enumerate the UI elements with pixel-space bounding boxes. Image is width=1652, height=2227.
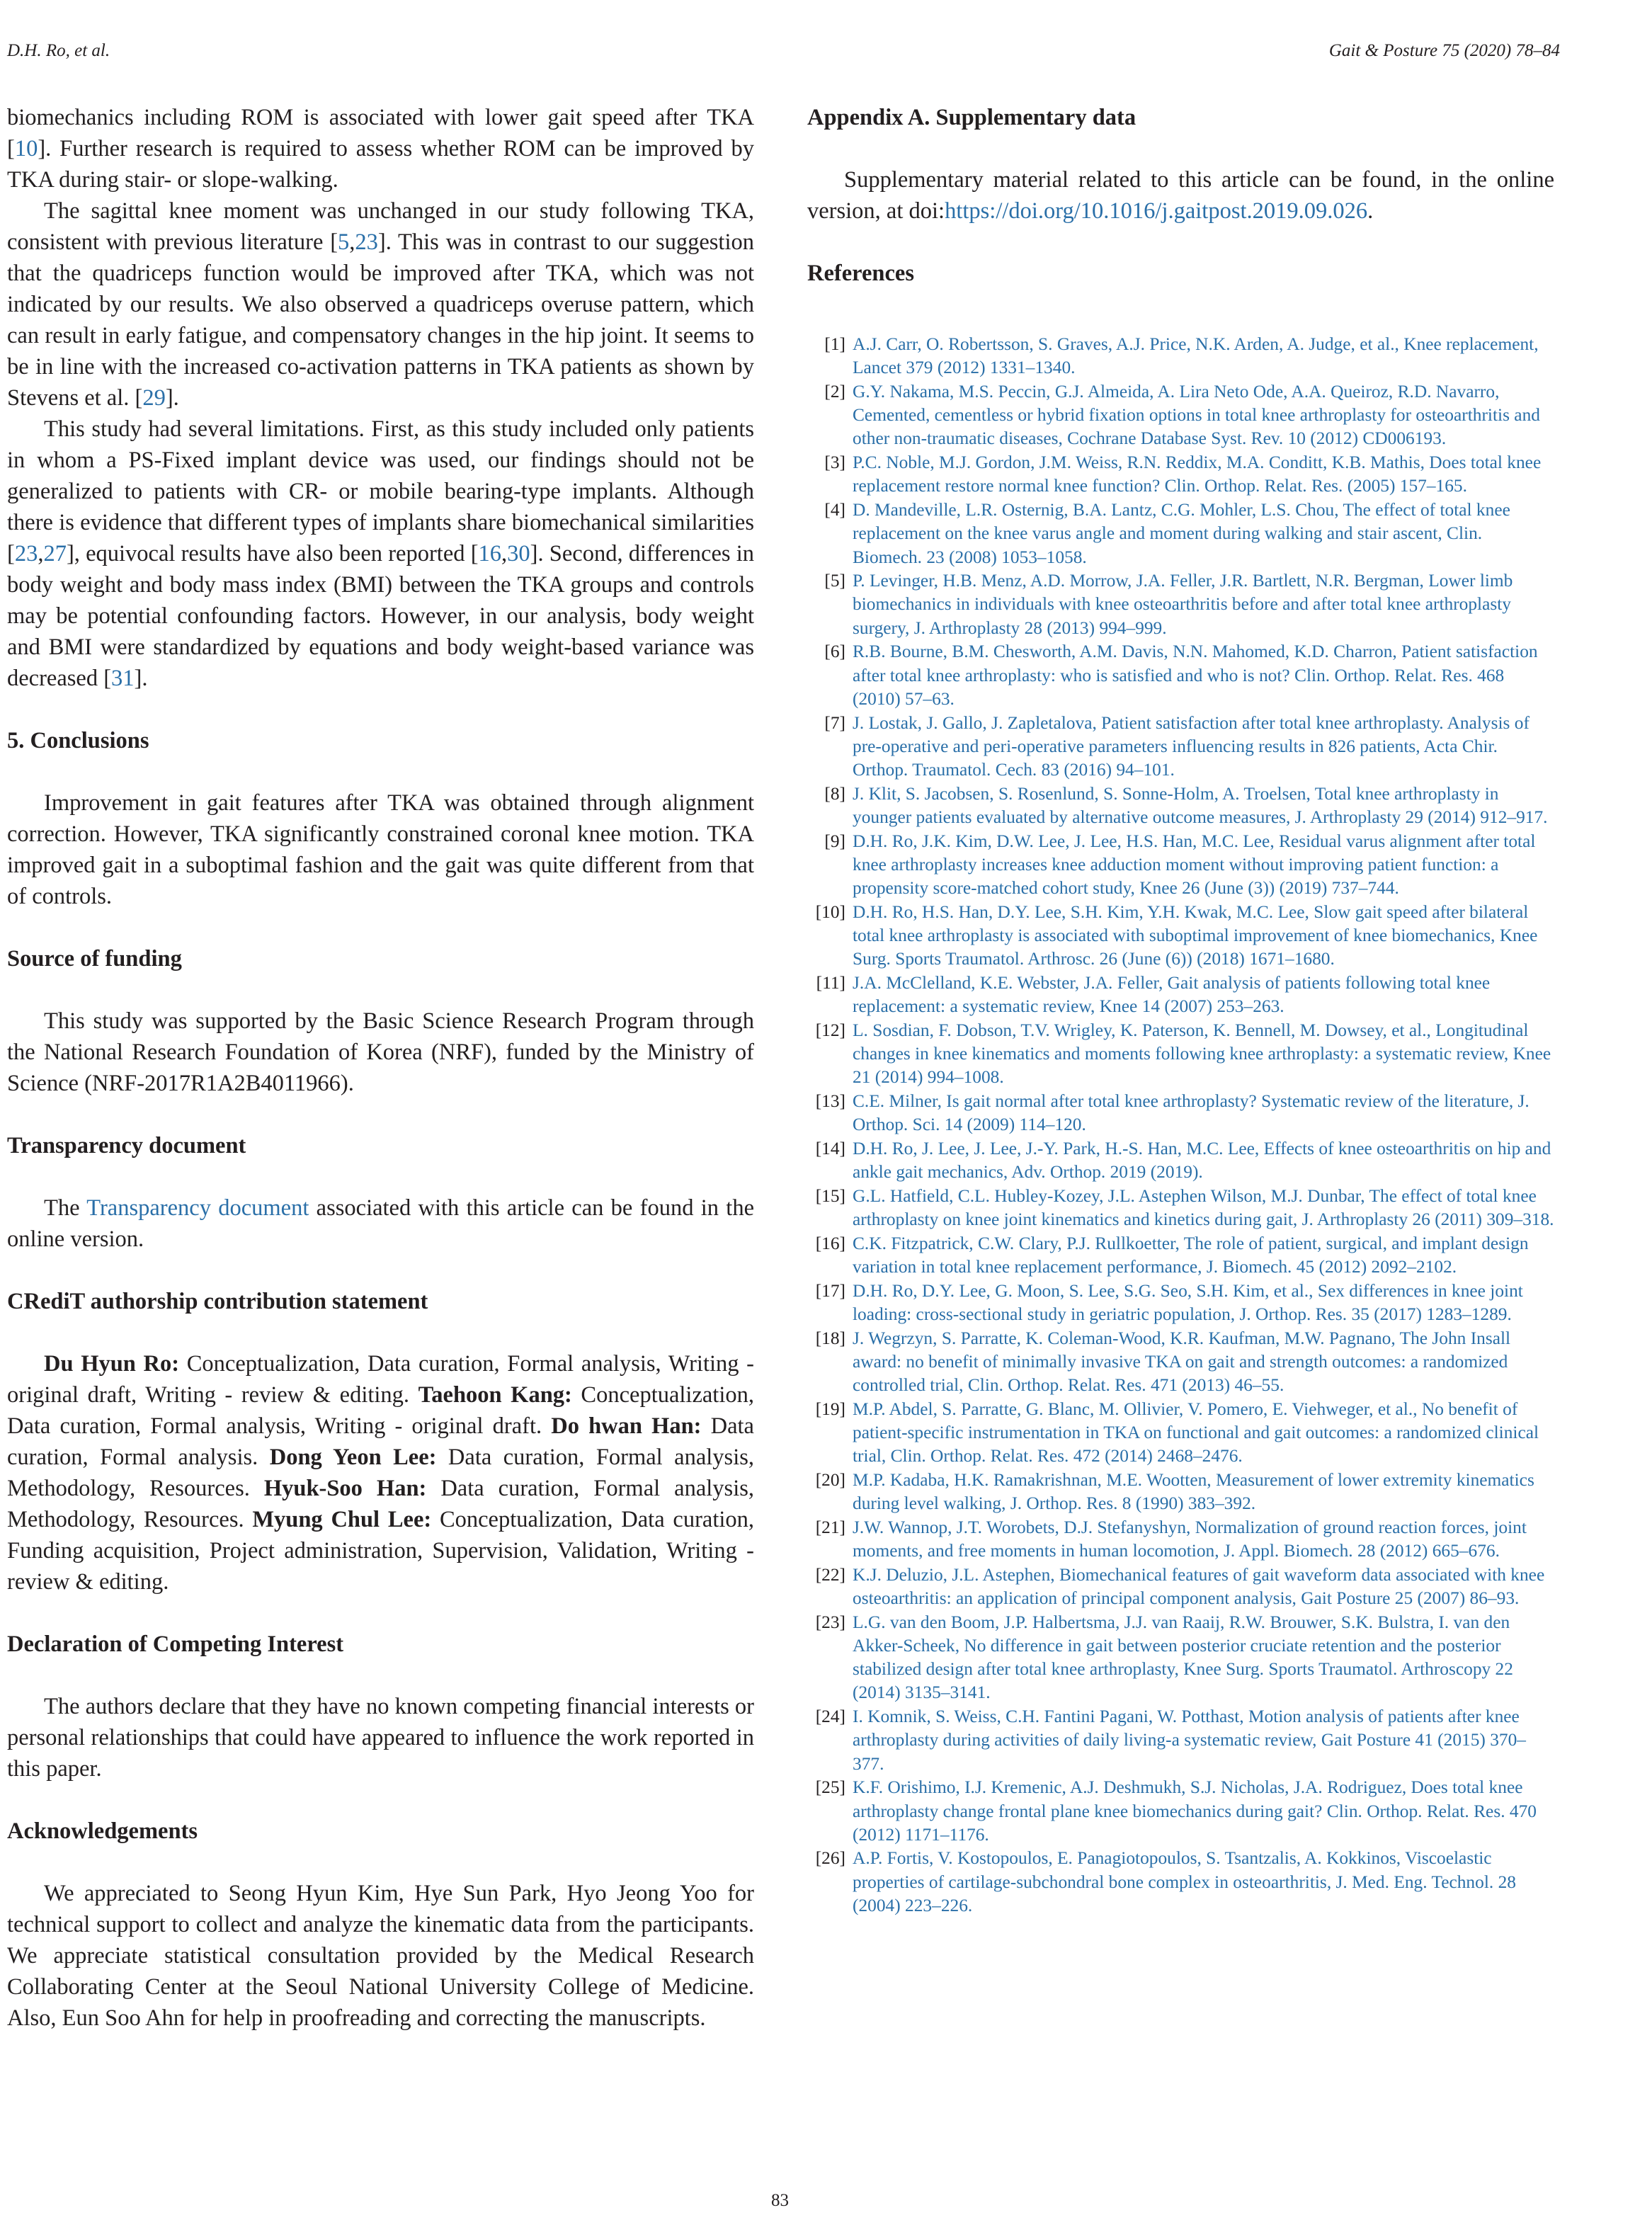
section-heading-competing-interest: Declaration of Competing Interest [7,1631,344,1657]
reference-number: [17] [815,1280,845,1301]
citation-link[interactable]: 16 [478,541,502,566]
reference-link[interactable]: D. Mandeville, L.R. Osternig, B.A. Lantz, C.G. Mohler, L.S. Chou, The effect of total knee replacement on the knee varus angle and moment during walking and stair ascent, Clin. Biomech. 23 (2008) 1053–1058. [853,499,1510,567]
reference-number: [4] [824,499,845,520]
page-number: 83 [771,2191,789,2210]
reference-item [807,1019,1554,1090]
reference-item [807,1398,1554,1469]
reference-item [807,1280,1554,1327]
reference-number: [20] [815,1469,845,1490]
citation-link[interactable]: 23 [355,229,378,255]
reference-item [807,1564,1554,1611]
reference-item [807,1705,1554,1776]
reference-item [807,499,1554,569]
reference-item [807,569,1554,640]
left-column [7,102,754,2034]
section-heading-credit: CRediT authorship contribution statement [7,1289,428,1314]
reference-item [807,712,1554,782]
reference-link[interactable]: P.C. Noble, M.J. Gordon, J.M. Weiss, R.N. Reddix, M.A. Conditt, K.B. Mathis, Does total knee replacement restore normal knee function? Clin. Orthop. Relat. Res. (2005) 157–165. [853,452,1542,496]
running-head-authors: D.H. Ro, et al. [7,41,110,60]
reference-item [807,640,1554,711]
citation-link[interactable]: 30 [507,541,530,566]
reference-number: [3] [824,452,845,473]
reference-link[interactable]: P. Levinger, H.B. Menz, A.D. Morrow, J.A. Feller, J.R. Bartlett, N.R. Bergman, Lower limb biomechanics in individuals with knee osteoarthritis before and after total knee arthroplasty surgery, J. Arthroplasty 28 (2013) 994–999. [853,571,1513,638]
reference-link[interactable]: J.A. McClelland, K.E. Webster, J.A. Feller, Gait analysis of patients following total knee replacement: a systematic review, Knee 14 (2007) 253–263. [853,972,1491,1017]
reference-number: [23] [815,1612,845,1632]
reference-number: [8] [824,783,845,804]
reference-link[interactable]: M.P. Abdel, S. Parratte, G. Blanc, M. Ollivier, V. Pomero, E. Viehweger, et al., No benefit of patient-specific instrumentation in TKA on functional and gait outcomes: a randomized clinical trial, Clin. Orthop. Relat. Res. 472 (2014) 2468–2476. [853,1399,1539,1466]
reference-number: [15] [815,1185,845,1206]
paragraph-competing-interest: The authors declare that they have no known competing financial interests or personal relationships that could have appeared to influence the work reported in this paper. [7,1694,754,1782]
reference-item [807,451,1554,499]
reference-item [807,1611,1554,1705]
reference-item [807,1137,1554,1185]
reference-link[interactable]: A.P. Fortis, V. Kostopoulos, E. Panagiotopoulos, S. Tsantzalis, A. Kokkinos, Viscoelastic properties of cartilage-subchondral bone complex in osteoarthritis, J. Med. Eng. Technol. 28 (2004) 223–226. [853,1848,1516,1916]
citation-link[interactable]: 29 [142,385,166,411]
reference-link[interactable]: D.H. Ro, J.K. Kim, D.W. Lee, J. Lee, H.S. Han, M.C. Lee, Residual varus alignment after total knee arthroplasty increases knee adduction moment without improving patient function: a propensity score-matched cohort study, Knee 26 (June (3)) (2019) 737–744. [853,831,1536,899]
reference-link[interactable]: A.J. Carr, O. Robertsson, S. Graves, A.J. Price, N.K. Arden, A. Judge, et al., Knee replacement, Lancet 379 (2012) 1331–1340. [853,334,1539,378]
paragraph-transparency: The Transparency document associated with this article can be found in the online version. [7,1195,754,1252]
reference-number: [18] [815,1328,845,1348]
reference-link[interactable]: R.B. Bourne, B.M. Chesworth, A.M. Davis, N.N. Mahomed, K.D. Charron, Patient satisfaction after total knee arthroplasty: who is satisfied and who is not? Clin. Orthop. Relat. Res. 468 (2010) 57–63. [853,642,1538,709]
paragraph-limitations: This study had several limitations. First, as this study included only patients in whom a PS-Fixed implant device was used, our findings should not be generalized to patients with CR- or mobile bearing-type implants. Although there is evidence that different types of implants share biomechanical similarities [23,27], equivocal results have also been reported [16,30]. Second, differences in body weight and body mass index (BMI) between the TKA groups and controls may be potential confounding factors. However, in our analysis, body weight and BMI were standardized by equations and body weight-based variance was decreased [31]. [7,416,754,691]
reference-number: [10] [815,901,845,922]
section-heading-appendix: Appendix A. Supplementary data [807,105,1137,130]
reference-item [807,972,1554,1019]
reference-item [807,901,1554,972]
citation-link[interactable]: 27 [43,541,67,566]
reference-item [807,1232,1554,1280]
citation-link[interactable]: 10 [14,136,38,161]
section-heading-conclusions: 5. Conclusions [7,728,149,753]
reference-number: [14] [815,1138,845,1158]
reference-link[interactable]: G.L. Hatfield, C.L. Hubley-Kozey, J.L. Astephen Wilson, M.J. Dunbar, The effect of total knee arthroplasty on knee joint kinematics and kinetics during gait, J. Arthroplasty 26 (2011) 309–318. [853,1185,1554,1230]
section-heading-acknowledgements: Acknowledgements [7,1818,198,1844]
reference-link[interactable]: D.H. Ro, H.S. Han, D.Y. Lee, S.H. Kim, Y.H. Kwak, M.C. Lee, Slow gait speed after bilateral total knee arthroplasty is associated with suboptimal improvement of knee biomechanics, Knee Surg. Sports Traumatol. Arthrosc. 26 (June (6)) (2018) 1671–1680. [853,901,1538,969]
reference-link[interactable]: K.J. Deluzio, J.L. Astephen, Biomechanical features of gait waveform data associated with knee osteoarthritis: an application of principal component analysis, Gait Posture 25 (2007) 86–93. [853,1564,1545,1608]
reference-item [807,1469,1554,1516]
reference-link[interactable]: J. Lostak, J. Gallo, J. Zapletalova, Patient satisfaction after total knee arthroplasty. Analysis of pre-operative and peri-operative parameters influencing results in 826 patients, Acta Chir. Orthop. Traumatol. Cech. 83 (2016) 94–101. [853,712,1529,780]
paragraph-conclusions: Improvement in gait features after TKA was obtained through alignment correction. However, TKA significantly constrained coronal knee motion. TKA improved gait in a suboptimal fashion and the gait was quite different from that of controls. [7,790,754,909]
reference-number: [12] [815,1020,845,1040]
reference-item [807,1185,1554,1232]
reference-item [807,380,1554,451]
reference-number: [13] [815,1091,845,1112]
paragraph-rom: biomechanics including ROM is associated with lower gait speed after TKA [10]. Further research is required to assess whether ROM can be improved by TKA during stair- or slope-walking. [7,105,754,193]
reference-link[interactable]: D.H. Ro, D.Y. Lee, G. Moon, S. Lee, S.G. Seo, S.H. Kim, et al., Sex differences in knee joint loading: cross-sectional study in geriatric population, J. Orthop. Res. 35 (2017) 1283–1289. [853,1280,1523,1324]
reference-number: [1] [824,334,845,354]
reference-number: [19] [815,1399,845,1419]
reference-link[interactable]: I. Komnik, S. Weiss, C.H. Fantini Pagani, W. Potthast, Motion analysis of patients after knee arthroplasty during activities of daily living-a systematic review, Gait Posture 41 (2015) 370–377. [853,1707,1526,1774]
reference-link[interactable]: J.W. Wannop, J.T. Worobets, D.J. Stefanyshyn, Normalization of ground reaction forces, joint moments, and free moments in human locomotion, J. Appl. Biomech. 28 (2012) 665–676. [853,1517,1527,1561]
transparency-document-link[interactable]: Transparency document [86,1195,309,1221]
reference-item [807,830,1554,901]
reference-number: [24] [815,1707,845,1727]
paragraph-acknowledgements: We appreciated to Seong Hyun Kim, Hye Sun Park, Hyo Jeong Yoo for technical support to collect and analyze the kinematic data from the participants. We appreciate statistical consultation provided by the Medical Research Collaborating Center at the Seoul National University College of Medicine. Also, Eun Soo Ahn for help in proofreading and correcting the manuscripts. [7,1881,754,2031]
reference-link[interactable]: K.F. Orishimo, I.J. Kremenic, A.J. Deshmukh, S.J. Nicholas, J.A. Rodriguez, Does total knee arthroplasty change frontal plane knee biomechanics during gait? Clin. Orthop. Relat. Res. 470 (2012) 1171–1176. [853,1777,1537,1845]
reference-item [807,333,1554,380]
reference-link[interactable]: J. Wegrzyn, S. Parratte, K. Coleman-Wood, K.R. Kaufman, M.W. Pagnano, The John Insall award: no benefit of minimally invasive TKA on gait and strength outcomes: a randomized controlled trial, Clin. Orthop. Relat. Res. 471 (2013) 46–55. [853,1328,1511,1396]
paragraph-funding: This study was supported by the Basic Science Research Program through the National Research Foundation of Korea (NRF), funded by the Ministry of Science (NRF-2017R1A2B4011966). [7,1008,754,1096]
right-column [807,102,1554,1918]
reference-link[interactable]: L. Sosdian, F. Dobson, T.V. Wrigley, K. Paterson, K. Bennell, M. Dowsey, et al., Longitudinal changes in knee kinematics and moments following knee arthroplasty: a systematic review, Knee 21 (2014) 994–1008. [853,1020,1551,1088]
paragraph-credit: Du Hyun Ro: Conceptualization, Data curation, Formal analysis, Writing - original draft, Writing - review & editing. Taehoon Kang: Conceptualization, Data curation, Formal analysis, Writing - original draft. Do hwan Han: Data curation, Formal analysis. Dong Yeon Lee: Data curation, Formal analysis, Methodology, Resources. Hyuk-Soo Han: Data curation, Formal analysis, Methodology, Resources. Myung Chul Lee: Conceptualization, Data curation, Funding acquisition, Project administration, Supervision, Validation, Writing - review & editing. [7,1351,754,1595]
reference-link[interactable]: J. Klit, S. Jacobsen, S. Rosenlund, S. Sonne-Holm, A. Troelsen, Total knee arthroplasty in younger patients evaluated by alternative outcome measures, J. Arthroplasty 29 (2014) 912–917. [853,783,1548,828]
section-heading-funding: Source of funding [7,946,182,972]
reference-item [807,1847,1554,1918]
reference-item [807,1090,1554,1137]
reference-number: [22] [815,1564,845,1585]
reference-link[interactable]: G.Y. Nakama, M.S. Peccin, G.J. Almeida, A. Lira Neto Ode, A.A. Queiroz, R.D. Navarro, Cemented, cementless or hybrid fixation options in total knee arthroplasty for osteoarthritis and other non-traumatic diseases, Cochrane Database Syst. Rev. 10 (2012) CD006193. [853,381,1540,449]
reference-number: [26] [815,1848,845,1869]
reference-number: [25] [815,1777,845,1798]
reference-item [807,1516,1554,1564]
reference-item [807,782,1554,830]
citation-link[interactable]: 31 [111,666,135,691]
reference-number: [16] [815,1233,845,1253]
section-heading-transparency: Transparency document [7,1133,246,1158]
reference-link[interactable]: L.G. van den Boom, J.P. Halbertsma, J.J. van Raaij, R.W. Brouwer, S.K. Bulstra, I. van den Akker-Scheek, No difference in gait between posterior cruciate retention and the posterior stabilized design after total knee arthroplasty, Knee Surg. Sports Traumatol. Arthroscopy 22 (2014) 3135–3141. [853,1612,1513,1703]
reference-number: [9] [824,831,845,851]
reference-number: [11] [816,972,845,993]
citation-link[interactable]: 23 [14,541,38,566]
reference-number: [21] [815,1517,845,1537]
reference-link[interactable]: C.K. Fitzpatrick, C.W. Clary, P.J. Rullkoetter, The role of patient, surgical, and implant design variation in total knee replacement performance, J. Biomech. 45 (2012) 2092–2102. [853,1233,1529,1277]
reference-link[interactable]: D.H. Ro, J. Lee, J. Lee, J.-Y. Park, H.-S. Han, M.C. Lee, Effects of knee osteoarthritis on hip and ankle gait mechanics, Adv. Orthop. 2019 (2019). [853,1138,1551,1183]
reference-number: [2] [824,381,845,401]
paragraph-appendix: Supplementary material related to this article can be found, in the online version, at doi:https://doi.org/10.1016/j.gaitpost.2019.09.026. [807,167,1554,224]
reference-list [807,333,1554,1918]
reference-link[interactable]: M.P. Kadaba, H.K. Ramakrishnan, M.E. Wootten, Measurement of lower extremity kinematics during level walking, J. Orthop. Res. 8 (1990) 383–392. [853,1469,1534,1514]
paragraph-sagittal-moment: The sagittal knee moment was unchanged in our study following TKA, consistent with previous literature [5,23]. This was in contrast to our suggestion that the quadriceps function would be improved after TKA, which was not indicated by our results. We also observed a quadriceps overuse pattern, which can result in early fatigue, and compensatory changes in the hip joint. It seems to be in line with the increased co-activation patterns in TKA patients as shown by Stevens et al. [29]. [7,198,754,411]
reference-link[interactable]: C.E. Milner, Is gait normal after total knee arthroplasty? Systematic review of the literature, J. Orthop. Sci. 14 (2009) 114–120. [853,1091,1529,1135]
reference-number: [6] [824,642,845,662]
section-heading-references: References [807,261,914,286]
reference-number: [5] [824,571,845,591]
running-head-journal: Gait & Posture 75 (2020) 78–84 [1328,41,1560,60]
reference-item [807,1327,1554,1398]
reference-number: [7] [824,712,845,733]
doi-link[interactable]: https://doi.org/10.1016/j.gaitpost.2019.09.026 [945,198,1368,224]
citation-link[interactable]: 5 [338,229,350,255]
reference-item [807,1776,1554,1847]
